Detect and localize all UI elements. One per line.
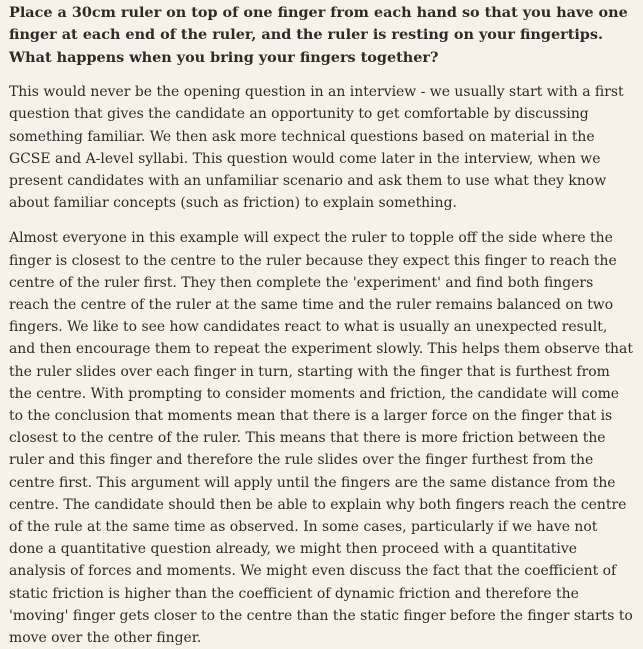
paragraph-interview-context: This would never be the opening question in an interview - we usually start with a first question that gives the candidate an opportunity to get comfortable by discussing something familiar. We then ask more technical questions based on material in the GCSE and A-level syllabi. This question would come later in the interview, when we present candidates with an unfamiliar scenario and ask them to use what they know about familiar concepts (such as friction) to explain something.	[9, 84, 624, 212]
question-heading: Place a 30cm ruler on top of one finger from each hand so that you have one finger at each end of the ruler, and the ruler is resting on your fingertips. What happens when you bring your fingers together?	[9, 4, 628, 66]
paragraph-explanation: Almost everyone in this example will expect the ruler to topple off the side where the finger is closest to the centre to the ruler because they expect this finger to reach the centre of the ruler first. They then complete the 'experiment' and find both fingers reach the centre of the ruler at the same time and the ruler remains balanced on two fingers. We like to see how candidates react to what is usually an unexpected result, and then encourage them to repeat the experiment slowly. This helps them observe that the ruler slides over each finger in turn, starting with the finger that is furthest from the centre. With prompting to consider moments and friction, the candidate will come to the conclusion that moments mean that there is a larger force on the finger that is closest to the centre of the ruler. This means that there is more friction between the ruler and this finger and therefore the rule slides over the finger furthest from the centre first. This argument will apply until the fingers are the same distance from the centre. The candidate should then be able to explain why both fingers reach the centre of the rule at the same time as observed. In some cases, particularly if we have not done a quantitative question already, we might then proceed with a quantitative analysis of forces and moments. We might even discuss the fact that the coefficient of static friction is higher than the coefficient of dynamic friction and therefore the 'moving' finger gets closer to the centre than the static finger before the finger starts to move over the other finger.	[9, 230, 633, 647]
